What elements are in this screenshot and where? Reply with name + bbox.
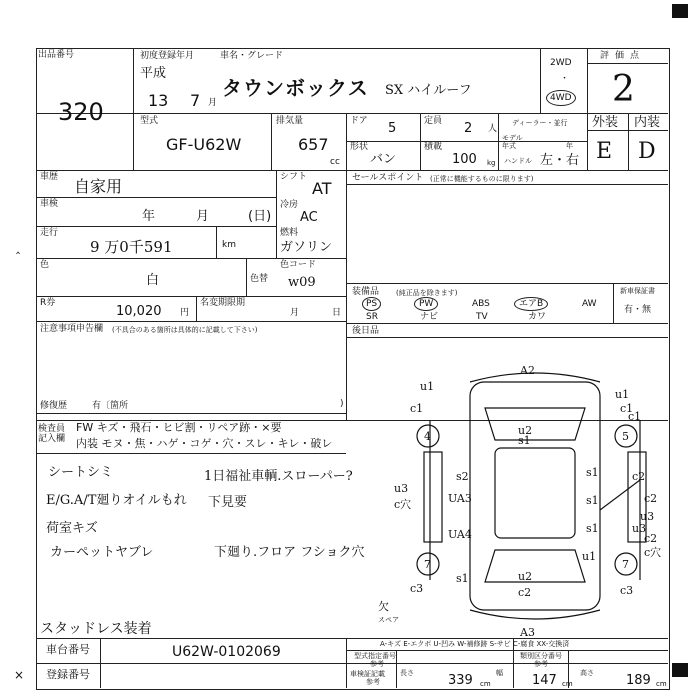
shift-label: シフト (280, 172, 308, 182)
ac-label: 冷房 (280, 200, 299, 210)
width-value: 147 (532, 673, 557, 688)
class-no-label: 類別区分番号 (520, 652, 562, 660)
rule (216, 226, 217, 258)
capacity-unit: 人 (488, 124, 498, 134)
color-code-label: 色コード (280, 260, 317, 270)
recycle-value: 10,020 (116, 304, 162, 319)
rule (346, 184, 668, 185)
diagram-mark: c2 (644, 492, 658, 505)
diagram-roof-front (470, 373, 600, 382)
lot-number: 320 (58, 98, 104, 126)
rule (587, 48, 588, 170)
rule (36, 113, 668, 114)
rule (36, 197, 276, 198)
rule (36, 226, 276, 227)
lot-label: 出品番号 (38, 50, 75, 60)
diagram-mark: A3 (520, 626, 535, 639)
ac-value: AC (300, 210, 318, 225)
rule (587, 63, 668, 64)
registration-era: 平成 (140, 66, 167, 81)
notes-sub: (不具合のある箇所は具体的に記載して下さい) (112, 326, 258, 334)
diagram-mark: c穴 (394, 498, 412, 511)
diagram-mark: s1 (518, 434, 531, 447)
inspection-label: 車検 (40, 199, 59, 209)
diagram-legend: A-キズ E-エクボ U-凹み W-補修跡 S-サビ C-腐食 XX-交換済 (380, 640, 570, 648)
score-label: 評価点 (600, 51, 646, 61)
rule (246, 258, 247, 296)
history-value: 自家用 (74, 177, 123, 196)
rule (36, 321, 346, 322)
rule (196, 296, 197, 321)
type-designation-label: 型式指定番号 (354, 652, 396, 660)
color-change-label: 色替 (250, 274, 269, 284)
diagram-mark: u2 (518, 424, 533, 437)
doors-label: ドア (350, 116, 368, 126)
diagram-mark: c1 (410, 402, 424, 415)
diagram-mark: u1 (582, 550, 597, 563)
rule (540, 48, 541, 113)
rule (628, 113, 629, 170)
rule (36, 663, 668, 664)
rule (36, 420, 37, 453)
note-carpet-tear: カーペットヤブレ (50, 545, 154, 560)
rule (36, 296, 346, 297)
model-year-value: 年 (566, 142, 573, 150)
chassis-value: U62W-0102069 (172, 644, 281, 660)
diagram-mark: s2 (456, 470, 469, 483)
margin-tick: ‸ (16, 240, 21, 254)
diagram-roof-rear (470, 610, 600, 619)
equipment-kawa: カワ (528, 312, 547, 322)
rule (346, 141, 587, 142)
rule (36, 258, 346, 259)
inspection-month: 月 (196, 209, 210, 224)
score-value: 2 (612, 69, 635, 110)
diagram-mark: c1 (628, 410, 642, 423)
mileage-value: 9 万0千591 (90, 238, 173, 256)
corner-mark-bottom-right (672, 663, 688, 677)
fuel-value: ガソリン (280, 240, 333, 255)
shape-value: バン (370, 152, 397, 167)
width-unit: cm (562, 680, 573, 688)
inspection-year: 年 (142, 209, 156, 224)
diagram-mark: u1 (420, 380, 435, 393)
equipment-sr: SR (366, 312, 378, 322)
registration-month: 7 (190, 91, 201, 110)
sales-point-note: (正常に機能するものに限ります) (430, 175, 534, 183)
registration-year: 13 (148, 91, 169, 110)
model-name: タウンボックス (222, 76, 369, 100)
load-label: 積載 (424, 142, 443, 152)
equipment-abs: ABS (472, 299, 490, 309)
note-welfare-vehicle: 1日福祉車輌.スローパー? (204, 469, 353, 484)
rule (271, 113, 272, 170)
handle-label: ハンドル (504, 157, 532, 165)
interior-label: 内装 (634, 115, 661, 130)
diagram-roof (495, 448, 575, 538)
height-label: 高さ (580, 669, 594, 677)
after-label: 後日品 (352, 326, 380, 336)
diagram-mark: 4 (424, 430, 431, 443)
diagram-mark: c2 (644, 532, 658, 545)
equipment-ps: PS (362, 297, 381, 311)
interior-value: D (638, 139, 656, 164)
displacement-label: 排気量 (276, 116, 304, 126)
cert-ref: 参考 (366, 678, 380, 686)
diagram-mark: c穴 (644, 546, 662, 559)
rule (613, 283, 614, 323)
inspect-label: 検査員記入欄 (38, 424, 66, 444)
exterior-value: E (596, 139, 613, 164)
color-value: 白 (146, 273, 160, 288)
history-label: 車歴 (40, 172, 59, 182)
model-grade: SX ハイルーフ (385, 83, 472, 98)
diagram-mark: s1 (586, 466, 599, 479)
equipment-label: 装備品 (352, 287, 380, 297)
rule (346, 170, 347, 420)
type-designation-ref: 参考 (370, 660, 384, 668)
exterior-label: 外装 (592, 115, 619, 130)
color-label: 色 (40, 260, 50, 270)
shift-value: AT (312, 179, 332, 198)
corner-mark-top-right (672, 4, 688, 18)
diagram-mark: u3 (394, 482, 409, 495)
sales-point-label: セールスポイント (352, 173, 424, 183)
length-unit: cm (480, 680, 491, 688)
rule (36, 413, 346, 414)
displacement-unit: cc (330, 157, 340, 167)
diagram-mark: s1 (586, 494, 599, 507)
rule (36, 170, 668, 171)
capacity-value: 2 (464, 121, 473, 136)
drive-2wd[interactable]: 2WD (550, 58, 572, 68)
diagram-mark: A2 (520, 364, 535, 377)
name-change-month: 月 (290, 308, 300, 318)
rule (36, 453, 346, 454)
inspect-row1: FW キズ・飛石・ヒビ割・リペア跡・×要 (76, 421, 282, 434)
model-year-label: モデル年式 (502, 134, 523, 150)
note-oil-leak: E/G.A/T廻りオイルもれ (46, 493, 187, 508)
length-value: 339 (448, 673, 473, 688)
diagram-mark: c3 (620, 584, 634, 597)
diagram-mark: UA3 (448, 492, 472, 505)
rule (133, 48, 134, 170)
inspect-row2: 内装 モヌ・焦・ハゲ・コゲ・穴・スレ・キレ・破レ (76, 437, 333, 450)
rule (346, 650, 668, 651)
diagram-mark: UA4 (448, 528, 472, 541)
note-preview-required: 下見要 (208, 495, 248, 510)
diagram-mark: s1 (456, 572, 469, 585)
diagram-mark: c2 (518, 586, 532, 599)
vehicle-diagram (378, 360, 670, 639)
note-studless: スタッドレス装着 (40, 621, 152, 637)
diagram-mark: u2 (518, 570, 533, 583)
mileage-label: 走行 (40, 228, 59, 238)
equipment-tv: TV (476, 312, 488, 322)
load-value: 100 (452, 152, 477, 167)
diagram-mark: c1 (620, 402, 634, 415)
repair-label: 修復歴 (40, 401, 68, 411)
recycle-unit: 円 (180, 308, 190, 318)
warranty-value: 有・無 (624, 305, 652, 315)
diagram-mark: スペア (378, 616, 399, 624)
diagram-body (470, 382, 600, 610)
diagram-mark: 5 (622, 430, 629, 443)
displacement-value: 657 (298, 135, 329, 154)
class-no-ref: 参考 (534, 660, 548, 668)
height-unit: cm (656, 680, 667, 688)
type-label: 型式 (140, 116, 159, 126)
diagram-mark: c2 (632, 470, 646, 483)
diagram-mark: u3 (640, 510, 655, 523)
model-label: 車名・グレード (220, 51, 284, 61)
equipment-navi: ナビ (420, 312, 439, 322)
regno-label: 登録番号 (46, 668, 90, 681)
drive-4wd[interactable]: 4WD (546, 90, 576, 106)
equipment-airbag: エアB (514, 297, 548, 311)
cert-label: 車検証記載 (350, 670, 385, 678)
note-floor-rust: 下廻り.フロア フショク穴 (214, 545, 365, 560)
name-change-day: 日 (332, 308, 342, 318)
recycle-label: R券 (40, 298, 56, 308)
mileage-unit: km (222, 240, 236, 250)
inspection-day: (日) (248, 209, 272, 224)
note-cargo-scratch: 荷室キズ (46, 521, 98, 536)
type-value: GF-U62W (166, 135, 242, 154)
repair-close: ) (340, 399, 344, 409)
warranty-label: 新車保証書 (620, 287, 655, 295)
registration-label: 初度登録年月 (140, 51, 195, 61)
diagram-mark: 7 (622, 558, 629, 571)
dealer-label: ディーラー・並行 (512, 119, 568, 127)
diagram-windshield (485, 408, 585, 440)
height-value: 189 (626, 673, 651, 688)
length-label: 長さ (400, 669, 414, 677)
diagram-left-panel (424, 452, 442, 542)
drive-sep: ・ (560, 74, 570, 84)
margin-x-mark: × (14, 668, 25, 682)
load-unit: kg (487, 159, 496, 167)
rule (346, 323, 668, 324)
note-seat-stain: シートシミ (48, 465, 114, 480)
fuel-label: 燃料 (280, 228, 299, 238)
rule (100, 638, 101, 688)
shape-label: 形状 (350, 142, 369, 152)
diagram-rear-glass (485, 550, 585, 582)
rule (346, 283, 668, 284)
notes-label: 注意事項申告欄 (40, 324, 104, 334)
diagram-mark: u1 (615, 388, 630, 401)
diagram-mark: c3 (410, 582, 424, 595)
rule (36, 638, 668, 639)
rule (276, 170, 277, 258)
width-label: 幅 (496, 669, 503, 677)
diagram-mark: s1 (586, 522, 599, 535)
handle-value: 左・右 (540, 153, 580, 168)
doors-value: 5 (388, 121, 397, 136)
equipment-aw: AW (582, 299, 597, 309)
equipment-note: (純正品を除きます) (396, 289, 458, 297)
rule (346, 638, 347, 688)
registration-month-unit: 月 (208, 98, 218, 108)
color-code-value: w09 (288, 275, 316, 290)
diagram-mark: u3 (632, 522, 647, 535)
capacity-label: 定員 (424, 116, 443, 126)
name-change-label: 名変期限期 (200, 298, 246, 308)
chassis-label: 車台番号 (46, 643, 90, 656)
equipment-pw: PW (414, 297, 438, 311)
diagram-mark: 7 (424, 558, 431, 571)
repair-value: 有〔箇所 (92, 401, 129, 411)
rule (346, 337, 668, 338)
diagram-arrow-c2 (600, 480, 640, 510)
diagram-mark: 欠 (378, 600, 389, 613)
rule (396, 650, 397, 688)
